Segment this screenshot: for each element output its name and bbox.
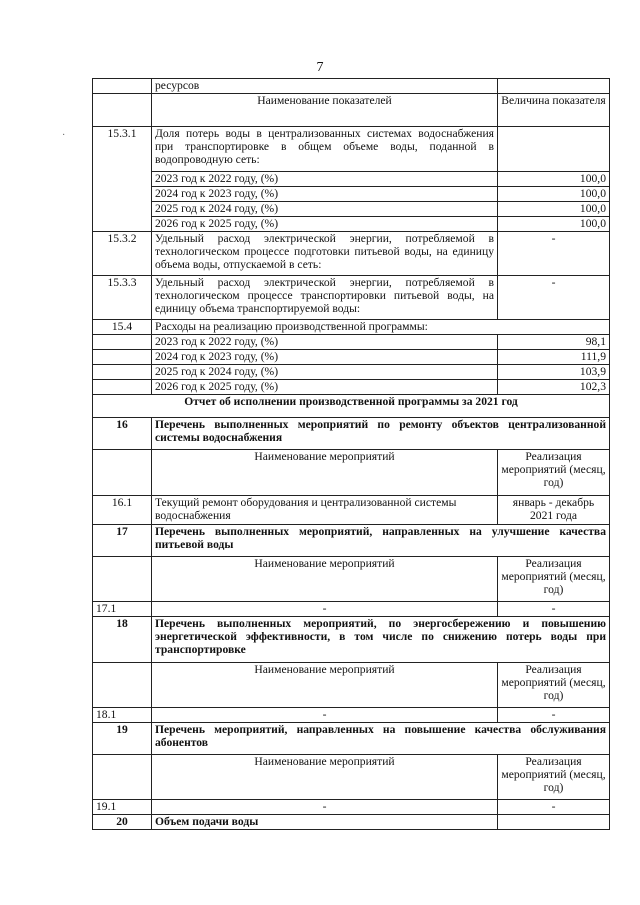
row-number: 18.1: [93, 708, 152, 723]
row-value: 100,0: [498, 187, 610, 202]
year-label: 2025 год к 2024 году, (%): [152, 202, 498, 217]
table-row: [93, 525, 610, 557]
row-value: 100,0: [498, 202, 610, 217]
table-row: [93, 617, 610, 663]
section-number: 16: [93, 418, 152, 450]
table-header-row: [93, 94, 610, 127]
table-row: [93, 350, 610, 365]
row-number: 17.1: [93, 602, 152, 617]
table-row: [93, 335, 610, 350]
header-activity-date: Реализация мероприятий (месяц, год): [498, 663, 610, 708]
row-value: -: [498, 708, 610, 723]
section-heading: Перечень мероприятий, направленных на повышение качества обслуживания абонентов: [152, 723, 610, 755]
table-header-row: [93, 450, 610, 496]
year-label: 2025 год к 2024 году, (%): [152, 365, 498, 380]
row-value: 103,9: [498, 365, 610, 380]
margin-mark: ·: [62, 130, 66, 141]
row-value: -: [498, 602, 610, 617]
row-description: Расходы на реализацию производственной программы:: [152, 320, 610, 335]
table-header-row: [93, 755, 610, 800]
section-heading: Объем подачи воды: [152, 815, 498, 830]
section-heading: Перечень выполненных мероприятий, направленных на улучшение качества питьевой воды: [152, 525, 610, 557]
row-number: 19.1: [93, 800, 152, 815]
row-value: 100,0: [498, 217, 610, 232]
row-number: 15.4: [93, 320, 152, 335]
table-row: [93, 380, 610, 395]
row-value: -: [498, 276, 610, 320]
section-number: 17: [93, 525, 152, 557]
table-row: [93, 723, 610, 755]
table-row: [93, 217, 610, 232]
table-row: [93, 815, 610, 830]
header-activity-name: Наименование мероприятий: [152, 663, 498, 708]
header-activity-name: Наименование мероприятий: [152, 755, 498, 800]
row-value: 111,9: [498, 350, 610, 365]
report-title: Отчет об исполнении производственной программы за 2021 год: [93, 395, 610, 418]
row-value: -: [498, 232, 610, 276]
table-row: [93, 602, 610, 617]
cell-value: [498, 79, 610, 94]
table-row: [93, 79, 610, 94]
row-description: Текущий ремонт оборудования и централизованной системы водоснабжения: [152, 496, 498, 525]
row-value: 102,3: [498, 380, 610, 395]
year-label: 2026 год к 2025 году, (%): [152, 380, 498, 395]
header-indicator-name: Наименование показателей: [152, 94, 498, 127]
row-value: январь - декабрь 2021 года: [498, 496, 610, 525]
header-activity-name: Наименование мероприятий: [152, 450, 498, 496]
header-activity-date: Реализация мероприятий (месяц, год): [498, 557, 610, 602]
header-indicator-value: Величина показателя: [498, 94, 610, 127]
row-value: -: [498, 800, 610, 815]
header-activity-name: Наименование мероприятий: [152, 557, 498, 602]
row-description: -: [152, 708, 498, 723]
header-activity-date: Реализация мероприятий (месяц, год): [498, 450, 610, 496]
row-value: 98,1: [498, 335, 610, 350]
row-description: Удельный расход электрической энергии, потребляемой в технологическом процессе транспортировки питьевой воды, на единицу объема транспортируемой воды:: [152, 276, 498, 320]
table-row: [93, 127, 610, 172]
row-value: 100,0: [498, 172, 610, 187]
table-row: [93, 320, 610, 335]
page-number: 7: [316, 60, 324, 75]
row-number: 15.3.3: [93, 276, 152, 320]
year-label: 2023 год к 2022 году, (%): [152, 335, 498, 350]
section-title-row: [93, 395, 610, 418]
table-row: [93, 172, 610, 187]
table-row: [93, 187, 610, 202]
table-row: [93, 365, 610, 380]
year-label: 2026 год к 2025 году, (%): [152, 217, 498, 232]
table-row: [93, 708, 610, 723]
table-row: [93, 800, 610, 815]
table-header-row: [93, 557, 610, 602]
row-description: -: [152, 602, 498, 617]
section-heading: Перечень выполненных мероприятий по ремонту объектов централизованной системы водоснабжения: [152, 418, 610, 450]
cell-number: [93, 79, 152, 94]
table-row: [93, 496, 610, 525]
table-row: [93, 276, 610, 320]
table-header-row: [93, 663, 610, 708]
table-row: [93, 232, 610, 276]
section-number: 20: [93, 815, 152, 830]
row-description: Доля потерь воды в централизованных системах водоснабжения при транспортировке в общем объеме воды, поданной в водопроводную сеть:: [152, 127, 498, 172]
header-activity-date: Реализация мероприятий (месяц, год): [498, 755, 610, 800]
indicator-table: [92, 78, 610, 830]
row-number: 16.1: [93, 496, 152, 525]
section-number: 18: [93, 617, 152, 663]
row-description: Удельный расход электрической энергии, потребляемой в технологическом процессе подготовки питьевой воды, на единицу объема воды, отпускаемой в сеть:: [152, 232, 498, 276]
year-label: 2024 год к 2023 году, (%): [152, 350, 498, 365]
row-description: -: [152, 800, 498, 815]
year-label: 2024 год к 2023 году, (%): [152, 187, 498, 202]
year-label: 2023 год к 2022 году, (%): [152, 172, 498, 187]
section-heading: Перечень выполненных мероприятий, по энергосбережению и повышению энергетической эффективности, в том числе по снижению потерь воды при транспортировке: [152, 617, 610, 663]
section-number: 19: [93, 723, 152, 755]
row-number: 15.3.1: [93, 127, 152, 232]
table-row: [93, 202, 610, 217]
row-number: 15.3.2: [93, 232, 152, 276]
table-row: [93, 418, 610, 450]
cell-continuation: ресурсов: [152, 79, 498, 94]
